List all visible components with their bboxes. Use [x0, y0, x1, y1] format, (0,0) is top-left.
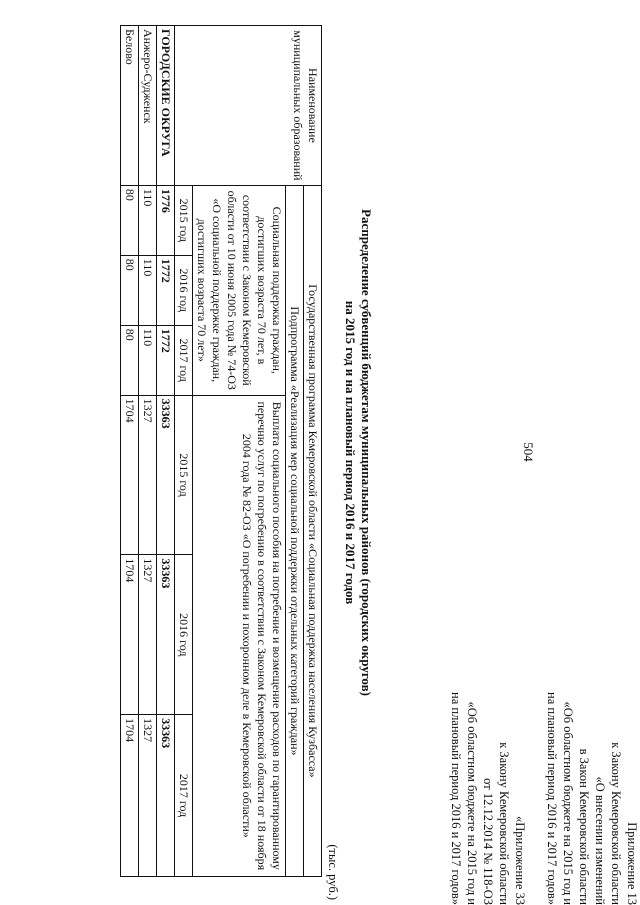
header-row-program: [304, 26, 322, 877]
value-cell: 1327: [139, 715, 157, 877]
year-header: 2015 год: [175, 185, 193, 255]
value-cell: 1704: [121, 555, 139, 715]
page-number: 504: [521, 442, 536, 462]
subvention-table: [120, 25, 322, 877]
subprogram-header: Подпрограмма «Реализация мер социальной поддержки отдельных категорий граждан»: [286, 185, 304, 876]
value-cell: 110: [139, 255, 157, 325]
appendix-13-line: Приложение 13: [625, 822, 639, 905]
appendix-33-line: на плановый период 2016 и 2017 годов»: [449, 692, 463, 905]
appendix-13-line: в Закон Кемеровской области: [577, 748, 591, 905]
appendix-33-line: «Об областном бюджете на 2015 год и: [465, 701, 479, 905]
appendix-33-line: «Приложение 33: [513, 816, 527, 905]
appendix-13-line: «Об областном бюджете на 2015 год и: [561, 701, 575, 905]
group-header-age-70: Социальная поддержка граждан, достигших возраста 70 лет, в соответствии с Законом Кемеровской области от 10 июня 2005 года № 74-ОЗ «О социальной поддержке граждан, достигших возраста 70 лет»: [193, 185, 286, 395]
value-cell: 110: [139, 325, 157, 395]
appendix-13-line: на плановый период 2016 и 2017 годов»: [545, 692, 559, 905]
municipality-name: Анжеро-Судженск: [139, 26, 157, 186]
value-cell: 33363: [157, 555, 175, 715]
value-cell: 1776: [157, 185, 175, 255]
value-cell: 1704: [121, 715, 139, 877]
appendix-header: [448, 692, 640, 905]
value-cell: 80: [121, 185, 139, 255]
value-cell: 80: [121, 325, 139, 395]
appendix-13-line: к Закону Кемеровской области: [609, 742, 623, 905]
value-cell: 80: [121, 255, 139, 325]
value-cell: 1704: [121, 395, 139, 555]
group-header-burial-allowance: Выплата социального пособия на погребение и возмещение расходов по гарантированному перечню услуг по погребению в соответствии с Законом Кемеровской области от 18 ноября 2004 года № 82-ОЗ «О погребении и похоронном деле в Кемеровской области»: [193, 395, 286, 876]
appendix-13-line: «О внесении изменений: [593, 776, 607, 905]
year-header: 2017 год: [175, 715, 193, 877]
program-header: Государственная программа Кемеровской области «Социальная поддержка населения Кузбасса»: [304, 185, 322, 876]
year-header: 2016 год: [175, 255, 193, 325]
appendix-33-line: от 12.12.2014 № 118-ОЗ: [481, 778, 495, 905]
value-cell: 1772: [157, 325, 175, 395]
year-header: 2017 год: [175, 325, 193, 395]
value-cell: 33363: [157, 715, 175, 877]
municipality-name: ГОРОДСКИЕ ОКРУГА: [157, 26, 175, 186]
value-cell: 1327: [139, 555, 157, 715]
value-cell: 1327: [139, 395, 157, 555]
year-header: 2016 год: [175, 555, 193, 715]
municipality-header: Наименование муниципальных образований: [175, 26, 322, 186]
table-row: [139, 26, 157, 877]
appendix-spacer: [528, 692, 544, 905]
value-cell: 33363: [157, 395, 175, 555]
year-header: 2015 год: [175, 395, 193, 555]
title-line-2: на 2015 год и на плановый период 2016 и 2017 годов: [343, 300, 358, 605]
table-row: [157, 26, 175, 877]
table-row: [121, 26, 139, 877]
title-line-1: Распределение субвенций бюджетам муниципальных районов (городских округов): [359, 209, 374, 696]
value-cell: 110: [139, 185, 157, 255]
municipality-name: Белово: [121, 26, 139, 186]
appendix-33-line: к Закону Кемеровской области: [497, 742, 511, 905]
units-label: (тыс. руб.): [326, 844, 340, 900]
value-cell: 1772: [157, 255, 175, 325]
document-title: [342, 0, 374, 905]
